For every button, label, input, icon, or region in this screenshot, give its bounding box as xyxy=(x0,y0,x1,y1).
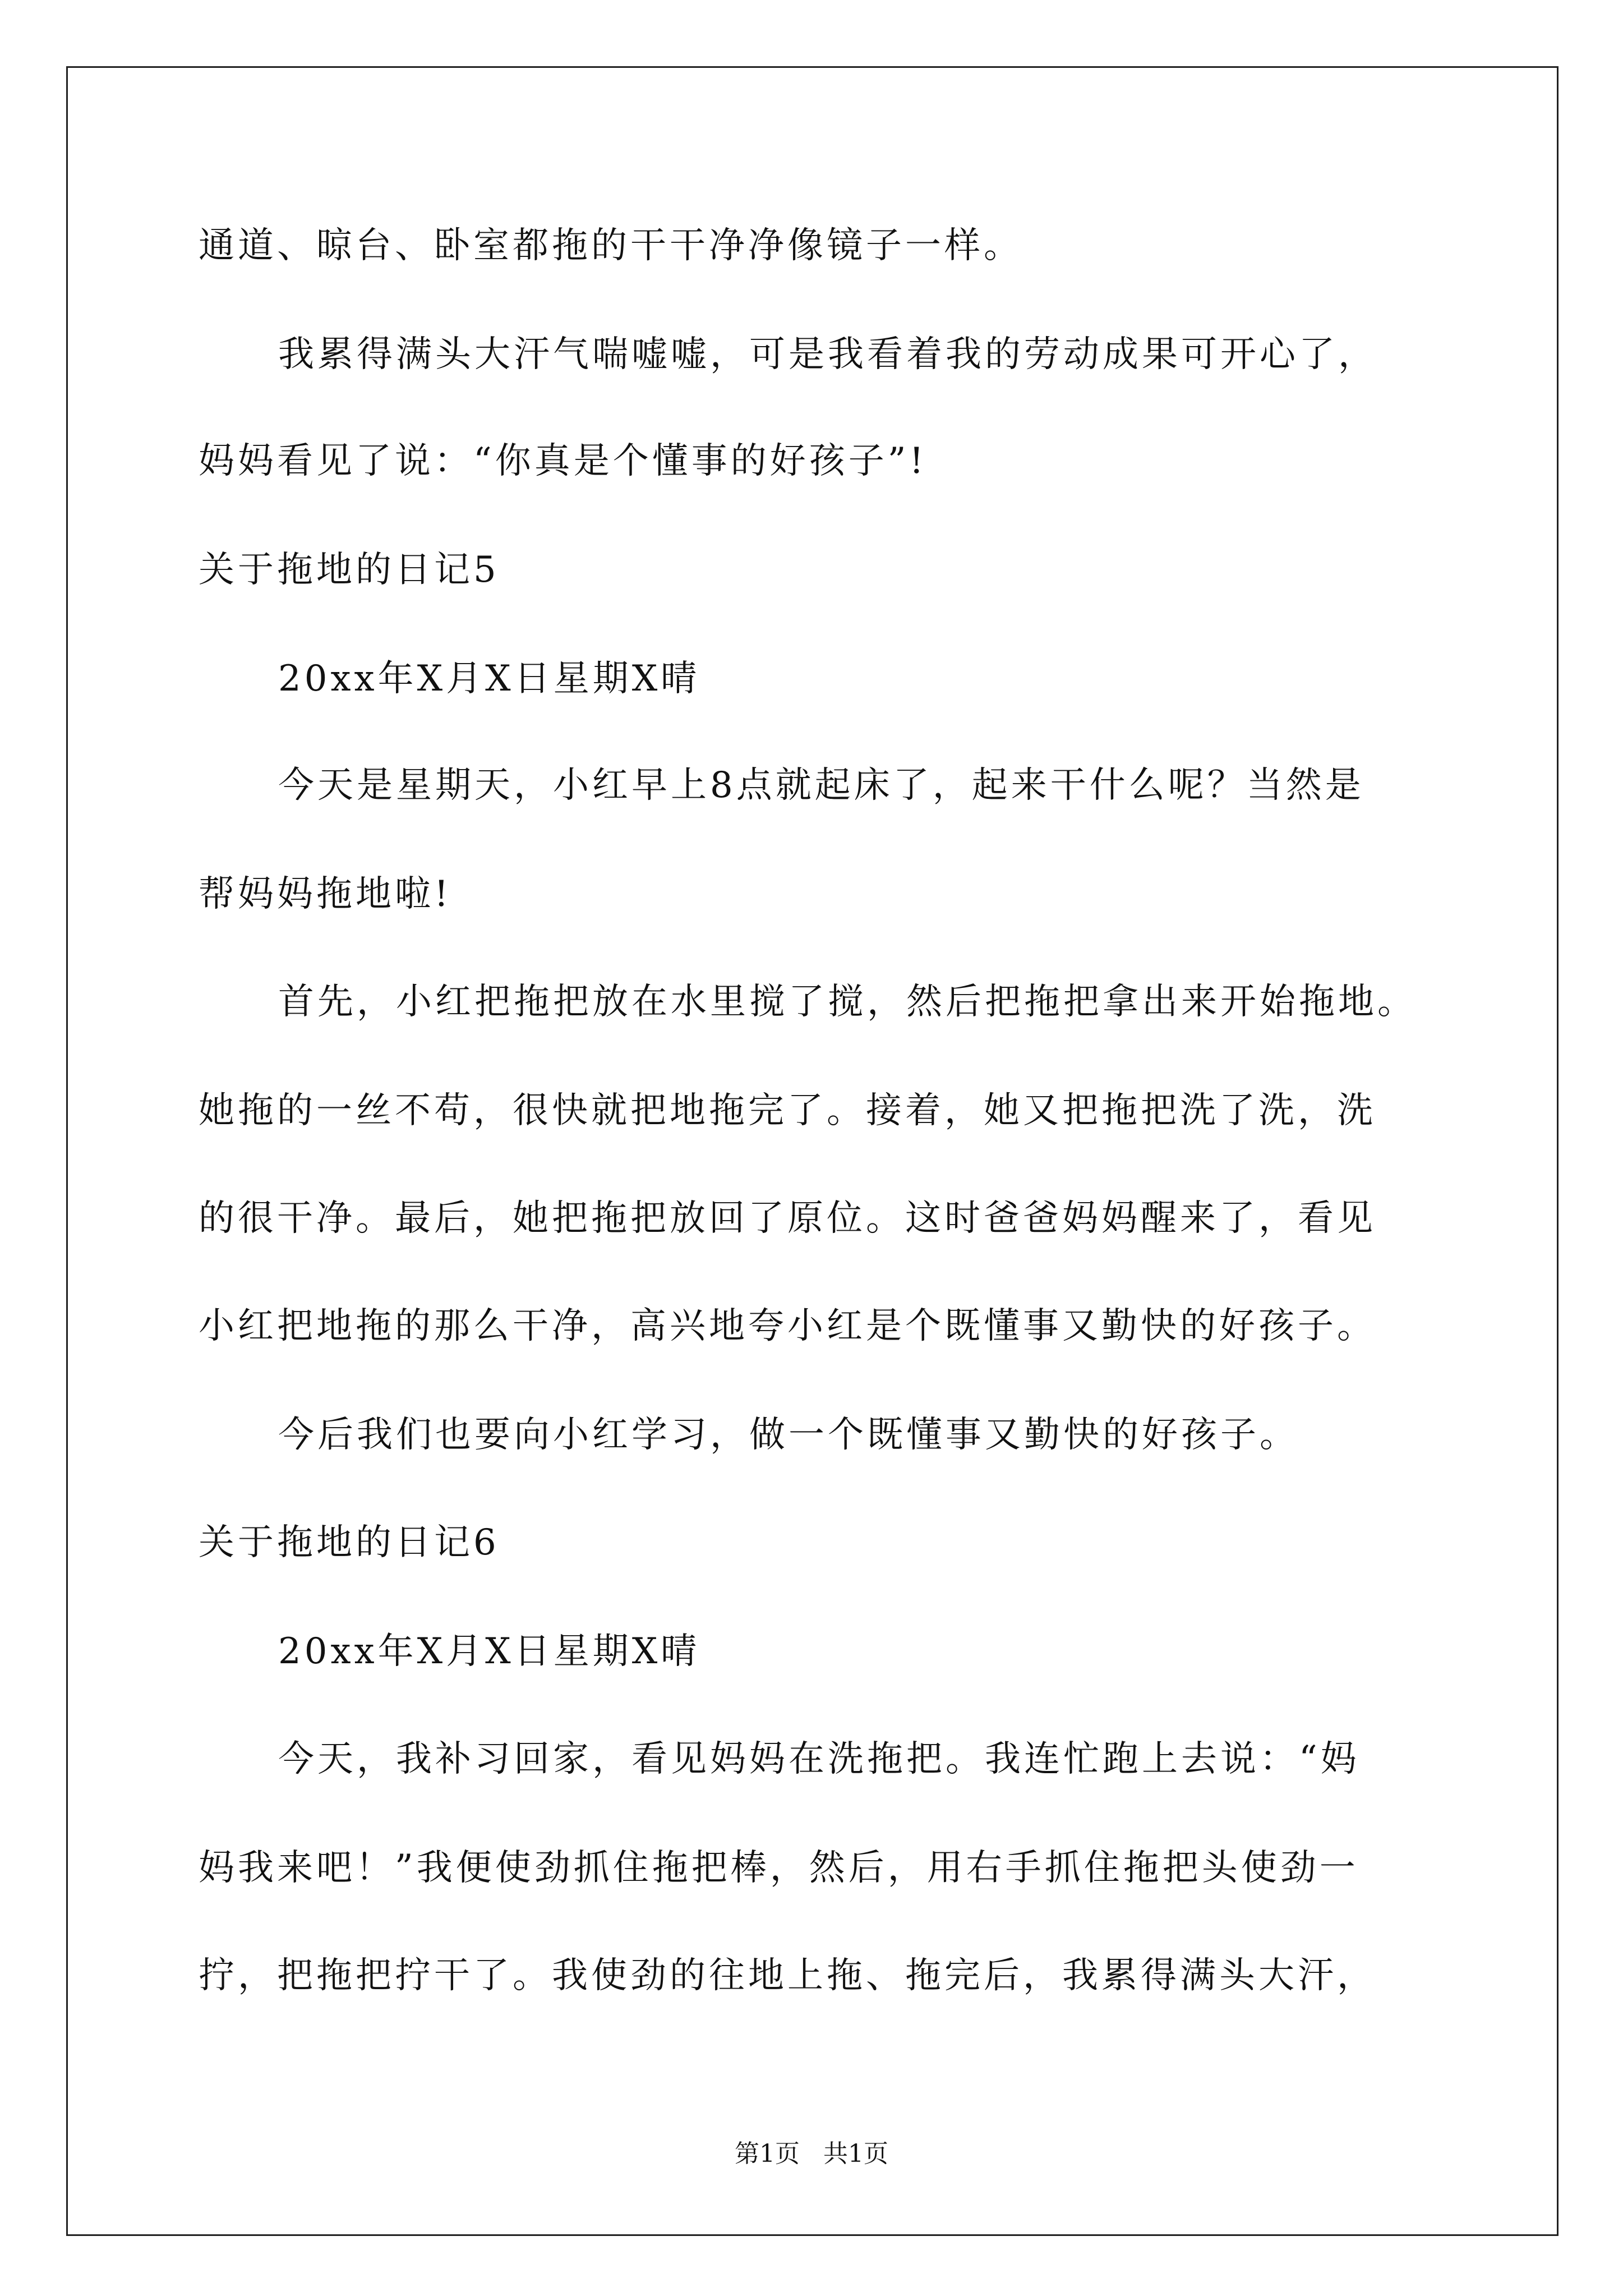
date-line: 20xx年X月X日星期X晴 xyxy=(278,1631,700,1672)
text-line: 今天是星期天，小红早上8点就起床了，起来干什么呢？当然是 xyxy=(278,765,1364,806)
text-line: 她拖的一丝不苟，很快就把地拖完了。接着，她又把拖把洗了洗，洗 xyxy=(199,1090,1376,1131)
text-line: 小红把地拖的那么干净，高兴地夸小红是个既懂事又勤快的好孩子。 xyxy=(199,1305,1376,1347)
text-line: 今后我们也要向小红学习，做一个既懂事又勤快的好孩子。 xyxy=(278,1414,1299,1456)
text-line: 我累得满头大汗气喘嘘嘘，可是我看着我的劳动成果可开心了， xyxy=(278,334,1377,375)
text-line: 今天，我补习回家，看见妈妈在洗拖把。我连忙跑上去说：“妈 xyxy=(278,1738,1360,1780)
text-line: 首先，小红把拖把放在水里搅了搅，然后把拖把拿出来开始拖地。 xyxy=(278,981,1417,1023)
text-line: 妈我来吧！”我便使劲抓住拖把棒，然后，用右手抓住拖把头使劲一 xyxy=(199,1847,1359,1889)
section-heading: 关于拖地的日记6 xyxy=(199,1522,500,1563)
text-line: 妈妈看见了说：“你真是个懂事的好孩子”! xyxy=(199,440,928,482)
page-border xyxy=(66,66,1559,2236)
text-line: 通道、晾台、卧室都拖的干干净净像镜子一样。 xyxy=(199,225,1023,266)
text-line: 的很干净。最后，她把拖把放回了原位。这时爸爸妈妈醒来了，看见 xyxy=(199,1198,1376,1239)
page-footer: 第1页 共1页 xyxy=(735,2139,888,2168)
date-line: 20xx年X月X日星期X晴 xyxy=(278,658,700,700)
text-line: 帮妈妈拖地啦! xyxy=(199,873,452,915)
section-heading: 关于拖地的日记5 xyxy=(199,549,500,591)
text-line: 拧，把拖把拧干了。我使劲的往地上拖、拖完后，我累得满头大汗， xyxy=(199,1955,1376,1996)
